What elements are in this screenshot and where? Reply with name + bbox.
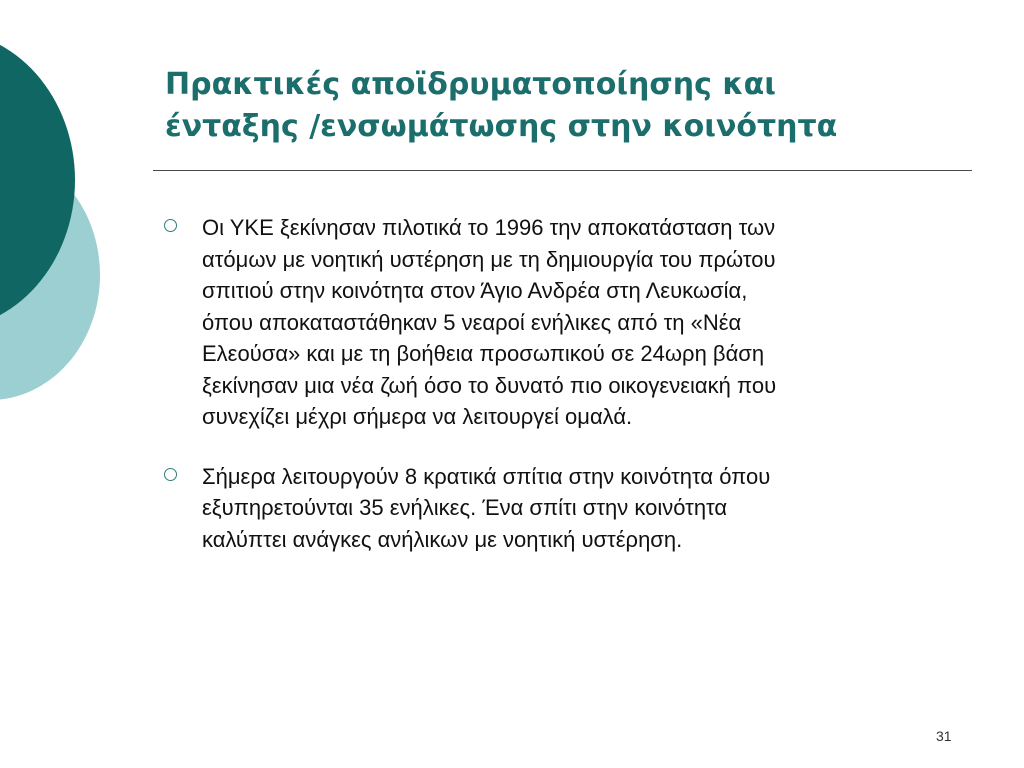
bullet-2-line-3: καλύπτει ανάγκες ανήλικων με νοητική υστέρηση. [202, 526, 683, 552]
title-line-2: ένταξης /ενσωμάτωσης στην κοινότητα [165, 109, 838, 144]
title-line-1: Πρακτικές αποϊδρυματοποίησης και [165, 67, 776, 102]
bullet-1-line-3: σπιτιού στην κοινότητα στον Άγιο Ανδρέα στη Λευκωσία, [202, 278, 748, 303]
bullet-1-line-2: ατόμων με νοητική υστέρηση με τη δημιουργία του πρώτου [202, 246, 776, 272]
bullet-list [160, 212, 970, 583]
bullet-item-1 [160, 212, 970, 433]
bullet-1-line-7: συνεχίζει μέχρι σήμερα να λειτουργεί ομαλά. [202, 404, 633, 429]
bullet-1-line-1: Οι ΥΚΕ ξεκίνησαν πιλοτικά το 1996 την αποκατάσταση των [202, 215, 776, 240]
bullet-2-line-2: εξυπηρετούνται 35 ενήλικες. Ένα σπίτι στην κοινότητα [202, 495, 728, 520]
bullet-2-line-1: Σήμερα λειτουργούν 8 κρατικά σπίτια στην κοινότητα όπου [202, 463, 771, 489]
hollow-circle-bullet-icon [164, 468, 177, 481]
slide-title [165, 64, 995, 148]
bullet-item-2 [160, 461, 970, 556]
bullet-1-line-4: όπου αποκαταστάθηκαν 5 νεαροί ενήλικες από τη «Νέα [202, 309, 742, 335]
page-number: 31 [936, 728, 952, 744]
bullet-1-line-6: ξεκίνησαν μια νέα ζωή όσο το δυνατό πιο οικογενειακή που [202, 372, 777, 398]
bullet-1-line-5: Ελεούσα» και με τη βοήθεια προσωπικού σε 24ωρη βάση [202, 341, 765, 366]
hollow-circle-bullet-icon [164, 219, 177, 232]
title-divider [153, 170, 972, 171]
